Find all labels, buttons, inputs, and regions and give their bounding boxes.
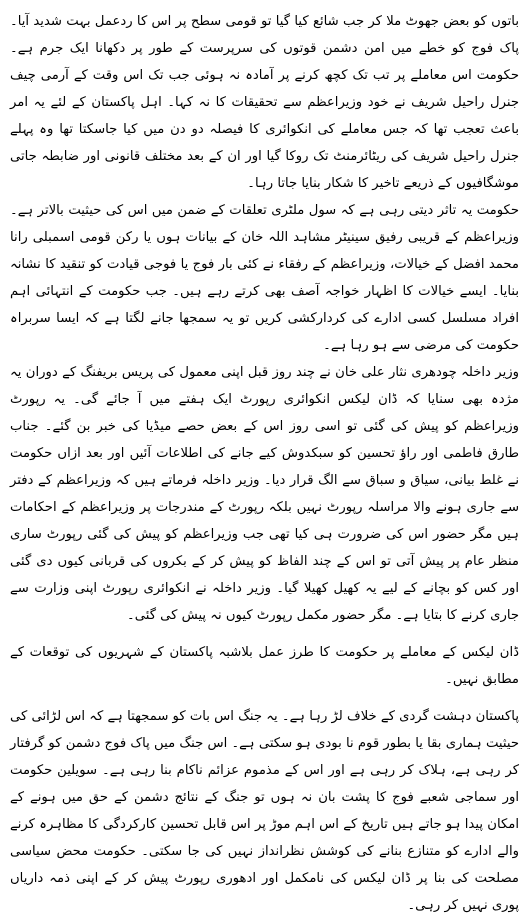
article-paragraph-1: باتوں کو بعض جھوٹ ملا کر جب شائع کیا گیا تو قومی سطح پر اس کا ردعمل بہت شدید آیا۔ پاک فوج کو خطے میں امن دشمن قوتوں کی سرپرست کے طور پر دکھانا ایک جرم ہے۔ حکومت اس معاملے پر تب تک کچھ کرنے پر آمادہ نہ ہوئی جب تک اس وقت کے آرمی چیف جنرل راحیل شریف نے خود وزیراعظم سے تحقیقات کا نہ کہا۔ اہل پاکستان کے لئے یہ امر باعث تعجب تھا کہ جس معاملے کی انکوائری کا فیصلہ دو دن میں کیا جاسکتا تھا وہ پہلے جنرل راحیل شریف کی ریٹائرمنٹ تک روکا گیا اور ان کے بعد مختلف قانونی اور ضابطہ جاتی موشگافیوں کے ذریعے تاخیر کا شکار بنایا جاتا رہا۔: [10, 14, 519, 191]
article-paragraph-2: حکومت یہ تاثر دیتی رہی ہے کہ سول ملٹری تعلقات کے ضمن میں اس کی حیثیت بالاتر ہے۔ وزیراعظم کے قریبی رفیق سینیٹر مشاہد اللہ خان کے بیانات ہوں یا رکن قومی اسمبلی رانا محمد افضل کے خیالات، وزیراعظم کے رفقاء نے کئی بار فوج یا فوجی قیادت کو تنقید کا نشانہ بنایا۔ ایسے خیالات کا اظہار خواجہ آصف بھی کرتے رہے ہیں۔ جب حکومت کے انتہائی اہم افراد مسلسل کسی ادارے کی کردارکشی کریں تو یہ سمجھا جانے لگتا ہے کہ ایسا سربراہ حکومت کی مرضی سے ہو رہا ہے۔: [10, 203, 519, 353]
article-paragraph-4: ڈان لیکس کے معاملے پر حکومت کا طرز عمل بلاشبہ پاکستان کے شہریوں کی توقعات کے مطابق نہیں۔: [10, 645, 519, 687]
article-paragraph-3: وزیر داخلہ چودھری نثار علی خان نے چند روز قبل اپنی معمول کی پریس بریفنگ کے دوران یہ مژدہ بھی سنایا کہ ڈان لیکس انکوائری رپورٹ ایک ہفتے میں آ جائے گی۔ یہ رپورٹ وزیراعظم کو پیش کی گئی تو اسی روز اس کے بعض حصے میڈیا کی خبر بن گئے۔ جناب طارق فاطمی اور راؤ تحسین کو سبکدوش کیے جانے کی اطلاعات آئیں اور بعد ازاں حکومت نے غلط بیانی، سیاق و سباق سے الگ قرار دیا۔ وزیر داخلہ فرماتے ہیں کہ وزیراعظم کے دفتر سے جاری ہونے والا مراسلہ رپورٹ نہیں بلکہ رپورٹ کے مندرجات پر وزیراعظم کے احکامات ہیں مگر حضور اس کی ضرورت ہی کیا تھی جب وزیراعظم کو پیش کی گئی رپورٹ ساری منظر عام پر پیش آتی تو اس کے چند الفاظ کو پیش کر کے بکروں کی قربانی کیوں دی گئی اور کس کو بچانے کے لیے یہ کھیل کھیلا گیا۔ وزیر داخلہ نے انکوائری رپورٹ اپنی وزارت سے جاری کرنے کا بتایا ہے۔ مگر حضور مکمل رپورٹ کیوں نہ پیش کی گئی۔: [10, 365, 519, 623]
article-paragraph-5: پاکستان دہشت گردی کے خلاف لڑ رہا ہے۔ یہ جنگ اس بات کو سمجھتا ہے کہ اس لڑائی کی حیثیت ہماری بقا یا بطور قوم نا بودی ہو سکتی ہے۔ اس جنگ میں پاک فوج دشمن کو گرفتار کر رہی ہے، ہلاک کر رہی ہے اور اس کے مذموم عزائم ناکام بنا رہی ہے۔ سویلین حکومت اور سماجی شعبے فوج کا پشت بان نہ ہوں تو جنگ کے نتائج دشمن کے حق میں ہونے کے امکان پیدا ہو جاتے ہیں تاریخ کے اس اہم موڑ پر اس قابل تحسین کارکردگی کا مظاہرہ کرنے والے ادارے کو متنازع بنانے کی کوشش نظرانداز نہیں کی جا سکتی۔ حکومت محض سیاسی مصلحت کی بنا پر ڈان لیکس کی نامکمل اور ادھوری رپورٹ پیش کر کے اپنی ذمہ داریاں پوری نہیں کر رہی۔: [10, 709, 519, 913]
